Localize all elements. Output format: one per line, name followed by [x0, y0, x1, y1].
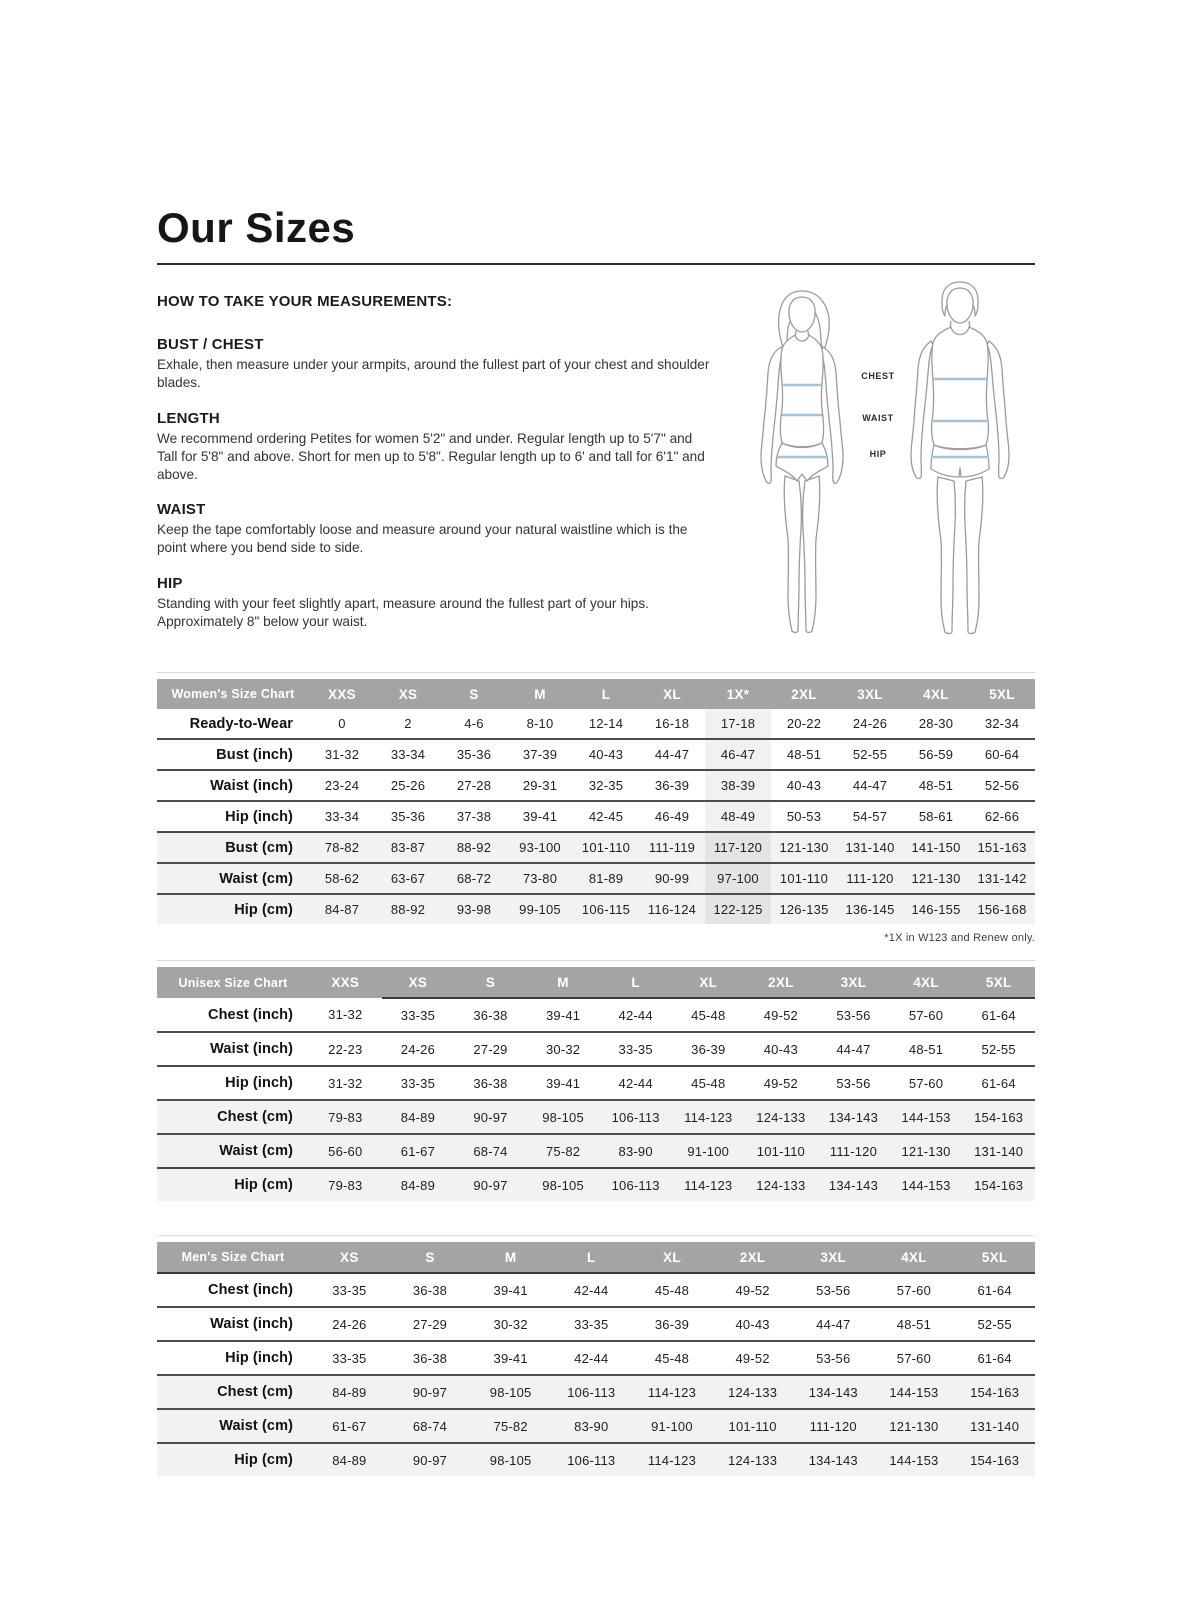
size-column-header: XL	[672, 967, 745, 998]
instruction-hip	[157, 575, 713, 631]
mens-size-chart-table	[157, 1242, 1035, 1476]
size-cell: 68-74	[412, 1418, 448, 1434]
size-cell: 52-56	[984, 778, 1020, 794]
instruction-body: Exhale, then measure under your armpits, around the fullest part of your chest and shoulder blades.	[157, 357, 710, 391]
size-cell: 68-74	[473, 1143, 508, 1159]
size-cell: 134-143	[808, 1452, 858, 1468]
chest-label: CHEST	[861, 371, 895, 382]
size-cell: 61-64	[977, 1350, 1012, 1366]
size-cell: 0	[338, 716, 346, 732]
size-cell: 124-133	[756, 1177, 806, 1193]
size-column-header: 5XL	[962, 967, 1035, 998]
table-row	[157, 832, 1035, 863]
size-cell: 98-105	[489, 1384, 532, 1400]
size-column-header: L	[599, 967, 672, 998]
size-cell: 44-47	[836, 1041, 871, 1057]
size-cell: 36-38	[473, 1007, 508, 1023]
size-cell: 49-52	[763, 1075, 798, 1091]
size-cell: 124-133	[756, 1109, 806, 1125]
instruction-waist	[157, 501, 713, 557]
size-cell: 33-35	[400, 1075, 436, 1091]
table-row	[157, 1341, 1035, 1375]
size-cell: 111-120	[846, 871, 894, 887]
table-title: Women's Size Chart	[157, 679, 309, 709]
size-cell: 33-35	[332, 1282, 367, 1298]
size-cell: 121-130	[779, 840, 829, 856]
size-cell: 98-105	[489, 1452, 532, 1468]
instruction-heading: LENGTH	[157, 409, 220, 427]
size-cell: 83-87	[390, 840, 426, 856]
man-figure-icon	[911, 282, 1009, 634]
size-cell: 61-64	[977, 1282, 1012, 1298]
size-cell: 58-62	[324, 871, 360, 887]
table-title: Unisex Size Chart	[157, 967, 309, 998]
size-cell: 121-130	[889, 1418, 939, 1434]
size-cell: 83-90	[574, 1418, 609, 1434]
measurement-instructions	[157, 293, 713, 648]
size-cell: 44-47	[654, 747, 690, 763]
row-label: Waist (inch)	[210, 777, 293, 794]
table-row	[157, 1168, 1035, 1201]
size-cell: 141-150	[911, 840, 961, 856]
size-cell: 25-26	[390, 778, 426, 794]
size-cell: 101-110	[779, 871, 829, 887]
size-cell: 27-28	[456, 778, 492, 794]
size-cell: 40-43	[735, 1316, 770, 1332]
size-cell: 81-89	[588, 871, 624, 887]
size-column-header: 1X*	[705, 679, 771, 709]
row-label: Ready-to-Wear	[189, 715, 293, 732]
size-column-header: XXS	[309, 967, 382, 998]
size-cell: 45-48	[691, 1075, 726, 1091]
size-cell: 33-34	[324, 809, 360, 825]
table-row	[157, 1066, 1035, 1100]
size-cell: 52-55	[852, 747, 888, 763]
size-cell: 49-52	[735, 1350, 770, 1366]
size-cell: 52-55	[977, 1316, 1012, 1332]
size-cell: 101-110	[756, 1143, 805, 1159]
size-cell: 42-44	[618, 1075, 653, 1091]
size-cell: 146-155	[911, 902, 961, 918]
size-cell: 93-100	[519, 840, 561, 856]
size-cell: 61-67	[332, 1418, 367, 1434]
size-cell: 101-110	[581, 840, 631, 856]
size-column-header: S	[441, 679, 507, 709]
size-cell: 53-56	[836, 1075, 871, 1091]
size-cell: 156-168	[977, 902, 1027, 918]
size-cell: 12-14	[588, 716, 624, 732]
table-row	[157, 1273, 1035, 1307]
size-cell: 83-90	[618, 1143, 653, 1159]
size-cell: 46-49	[654, 809, 690, 825]
size-cell: 48-51	[918, 778, 954, 794]
size-chart-footnote: *1X in W123 and Renew only.	[884, 932, 1035, 945]
table-row	[157, 1409, 1035, 1443]
size-cell: 30-32	[493, 1316, 528, 1332]
size-cell: 111-120	[809, 1418, 857, 1434]
size-cell: 49-52	[735, 1282, 770, 1298]
size-cell: 126-135	[779, 902, 829, 918]
row-label: Chest (inch)	[208, 1006, 293, 1023]
size-cell: 131-140	[970, 1418, 1020, 1434]
table-row	[157, 1375, 1035, 1409]
size-cell: 114-123	[647, 1384, 697, 1400]
size-column-header: XL	[639, 679, 705, 709]
size-cell: 84-87	[324, 902, 360, 918]
row-label: Waist (cm)	[219, 1418, 293, 1435]
size-cell: 131-140	[974, 1143, 1024, 1159]
size-cell: 57-60	[896, 1350, 932, 1366]
size-cell: 121-130	[901, 1143, 951, 1159]
size-cell: 111-119	[648, 840, 696, 856]
size-cell: 58-61	[918, 809, 954, 825]
size-cell: 78-82	[324, 840, 360, 856]
size-cell: 79-83	[328, 1177, 363, 1193]
size-cell: 38-39	[705, 770, 771, 801]
size-cell: 36-38	[412, 1350, 448, 1366]
size-cell: 73-80	[522, 871, 558, 887]
row-label: Waist (inch)	[210, 1041, 293, 1058]
size-cell: 42-44	[574, 1282, 609, 1298]
size-cell: 27-29	[473, 1041, 508, 1057]
size-cell: 154-163	[974, 1109, 1024, 1125]
size-cell: 44-47	[852, 778, 888, 794]
size-cell: 97-100	[705, 863, 771, 894]
size-cell: 91-100	[687, 1143, 730, 1159]
row-label: Chest (inch)	[208, 1282, 293, 1299]
size-cell: 31-32	[328, 1007, 363, 1023]
row-label: Waist (inch)	[210, 1316, 293, 1333]
size-cell: 106-113	[611, 1177, 660, 1193]
size-column-header: M	[527, 967, 600, 998]
size-cell: 35-36	[390, 809, 426, 825]
size-cell: 31-32	[324, 747, 360, 763]
row-label: Hip (inch)	[225, 1350, 293, 1367]
size-column-header: XL	[632, 1242, 713, 1273]
table-row	[157, 770, 1035, 801]
size-cell: 40-43	[588, 747, 624, 763]
row-label: Hip (cm)	[234, 901, 293, 918]
row-label: Hip (inch)	[225, 808, 293, 825]
size-cell: 36-39	[654, 778, 690, 794]
table-row	[157, 894, 1035, 924]
measurement-section	[157, 293, 1035, 648]
instruction-bust-chest	[157, 336, 713, 392]
header-row	[157, 1242, 1035, 1273]
size-cell: 134-143	[828, 1109, 878, 1125]
size-cell: 90-99	[654, 871, 690, 887]
size-column-header: M	[507, 679, 573, 709]
size-cell: 40-43	[763, 1041, 798, 1057]
size-cell: 56-59	[918, 747, 954, 763]
size-cell: 23-24	[324, 778, 360, 794]
size-cell: 151-163	[977, 840, 1027, 856]
table-row	[157, 1100, 1035, 1134]
instruction-heading: HIP	[157, 574, 183, 592]
size-cell: 20-22	[786, 716, 822, 732]
row-label: Bust (inch)	[216, 746, 293, 763]
size-cell: 36-39	[691, 1041, 726, 1057]
size-cell: 45-48	[691, 1007, 726, 1023]
size-cell: 17-18	[705, 709, 771, 739]
size-cell: 48-51	[786, 747, 822, 763]
size-cell: 52-55	[981, 1041, 1016, 1057]
size-cell: 90-97	[412, 1452, 448, 1468]
size-cell: 84-89	[400, 1109, 436, 1125]
size-cell: 53-56	[816, 1350, 851, 1366]
header-row	[157, 679, 1035, 709]
size-cell: 57-60	[908, 1007, 944, 1023]
size-cell: 40-43	[786, 778, 822, 794]
size-cell: 98-105	[542, 1177, 584, 1193]
size-cell: 36-38	[473, 1075, 508, 1091]
size-cell: 154-163	[974, 1177, 1024, 1193]
size-cell: 84-89	[400, 1177, 436, 1193]
size-cell: 79-83	[328, 1109, 363, 1125]
size-cell: 39-41	[493, 1350, 528, 1366]
size-cell: 144-153	[889, 1452, 939, 1468]
size-cell: 144-153	[901, 1177, 951, 1193]
size-cell: 61-64	[981, 1075, 1016, 1091]
table-row	[157, 709, 1035, 739]
row-label: Hip (inch)	[225, 1075, 293, 1092]
size-cell: 45-48	[654, 1350, 690, 1366]
row-label: Hip (cm)	[234, 1452, 293, 1469]
size-cell: 116-124	[647, 902, 697, 918]
size-cell: 53-56	[816, 1282, 851, 1298]
size-cell: 57-60	[896, 1282, 932, 1298]
size-cell: 114-123	[684, 1109, 733, 1125]
size-column-header: XS	[375, 679, 441, 709]
body-measurement-diagram	[723, 279, 1035, 635]
size-cell: 49-52	[763, 1007, 798, 1023]
size-cell: 56-60	[328, 1143, 363, 1159]
size-cell: 84-89	[332, 1384, 367, 1400]
size-cell: 134-143	[828, 1177, 878, 1193]
size-cell: 57-60	[908, 1075, 944, 1091]
size-cell: 48-51	[896, 1316, 932, 1332]
size-cell: 117-120	[705, 832, 771, 863]
size-cell: 63-67	[390, 871, 426, 887]
instruction-heading: WAIST	[157, 501, 206, 519]
size-cell: 124-133	[728, 1384, 778, 1400]
size-cell: 106-113	[567, 1384, 616, 1400]
size-cell: 54-57	[852, 809, 888, 825]
size-column-header: 3XL	[837, 679, 903, 709]
size-column-header: 3XL	[817, 967, 890, 998]
size-cell: 24-26	[400, 1041, 436, 1057]
womens-size-chart-section	[157, 672, 1035, 924]
size-cell: 39-41	[545, 1075, 581, 1091]
size-cell: 29-31	[522, 778, 558, 794]
size-column-header: L	[573, 679, 639, 709]
size-cell: 154-163	[970, 1452, 1020, 1468]
size-cell: 61-64	[981, 1007, 1016, 1023]
size-cell: 37-39	[522, 747, 558, 763]
size-cell: 39-41	[493, 1282, 528, 1298]
size-cell: 62-66	[984, 809, 1020, 825]
size-cell: 75-82	[545, 1143, 581, 1159]
table-row	[157, 1032, 1035, 1066]
woman-figure-icon	[761, 291, 843, 633]
size-cell: 4-6	[464, 716, 484, 732]
page-container	[157, 0, 1035, 1476]
size-cell: 68-72	[456, 871, 492, 887]
size-cell: 111-120	[829, 1143, 878, 1159]
size-column-header: 5XL	[954, 1242, 1035, 1273]
size-cell: 46-47	[705, 739, 771, 770]
size-cell: 24-26	[332, 1316, 367, 1332]
size-cell: 48-49	[705, 801, 771, 832]
title-divider	[157, 263, 1035, 265]
how-to-heading: HOW TO TAKE YOUR MEASUREMENTS:	[157, 293, 453, 311]
table-row	[157, 1443, 1035, 1476]
size-cell: 42-45	[588, 809, 624, 825]
size-cell: 31-32	[328, 1075, 363, 1091]
size-column-header: 4XL	[890, 967, 963, 998]
row-label: Waist (cm)	[219, 1143, 293, 1160]
instruction-heading: BUST / CHEST	[157, 336, 264, 354]
size-cell: 36-39	[654, 1316, 690, 1332]
row-label: Waist (cm)	[219, 870, 293, 887]
size-cell: 75-82	[493, 1418, 528, 1434]
instruction-body: Standing with your feet slightly apart, measure around the fullest part of your hips. Approximately 8" below your waist.	[157, 595, 649, 629]
size-cell: 144-153	[901, 1109, 951, 1125]
size-cell: 131-142	[977, 871, 1027, 887]
table-row	[157, 998, 1035, 1032]
size-cell: 124-133	[728, 1452, 778, 1468]
size-cell: 121-130	[911, 871, 961, 887]
table-row	[157, 801, 1035, 832]
size-cell: 84-89	[332, 1452, 367, 1468]
size-cell: 131-140	[845, 840, 895, 856]
size-cell: 134-143	[808, 1384, 858, 1400]
page-title: Our Sizes	[157, 204, 356, 251]
size-cell: 22-23	[328, 1041, 363, 1057]
size-cell: 88-92	[456, 840, 492, 856]
size-cell: 39-41	[545, 1007, 581, 1023]
size-cell: 28-30	[918, 716, 954, 732]
size-column-header: S	[390, 1242, 471, 1273]
size-cell: 88-92	[390, 902, 426, 918]
size-column-header: XXS	[309, 679, 375, 709]
unisex-size-chart-section	[157, 960, 1035, 1201]
size-column-header: 5XL	[969, 679, 1035, 709]
size-column-header: 2XL	[771, 679, 837, 709]
size-cell: 27-29	[412, 1316, 448, 1332]
row-label: Bust (cm)	[225, 839, 293, 856]
size-cell: 98-105	[542, 1109, 584, 1125]
size-cell: 33-35	[332, 1350, 367, 1366]
instruction-length	[157, 410, 713, 485]
size-cell: 114-123	[647, 1452, 697, 1468]
size-column-header: XS	[309, 1242, 390, 1273]
row-label: Hip (cm)	[234, 1177, 293, 1194]
size-cell: 8-10	[526, 716, 554, 732]
table-row	[157, 1134, 1035, 1168]
size-cell: 16-18	[654, 716, 690, 732]
size-cell: 154-163	[970, 1384, 1020, 1400]
size-cell: 32-35	[588, 778, 624, 794]
header-row	[157, 967, 1035, 998]
size-cell: 91-100	[651, 1418, 693, 1434]
size-cell: 37-38	[456, 809, 492, 825]
size-cell: 39-41	[522, 809, 558, 825]
row-label: Chest (cm)	[217, 1384, 293, 1401]
size-cell: 144-153	[889, 1384, 939, 1400]
row-label: Chest (cm)	[217, 1109, 293, 1126]
size-cell: 114-123	[684, 1177, 733, 1193]
size-cell: 42-44	[618, 1007, 653, 1023]
table-row	[157, 1307, 1035, 1341]
mens-size-chart-section	[157, 1235, 1035, 1476]
size-column-header: 2XL	[745, 967, 818, 998]
size-cell: 93-98	[456, 902, 492, 918]
size-cell: 24-26	[852, 716, 888, 732]
size-cell: 30-32	[545, 1041, 581, 1057]
instruction-body: Keep the tape comfortably loose and measure around your natural waistline which is the point where you bend side to side.	[157, 522, 688, 556]
size-cell: 33-34	[390, 747, 426, 763]
size-cell: 42-44	[574, 1350, 609, 1366]
size-cell: 106-115	[581, 902, 631, 918]
size-cell: 101-110	[728, 1418, 777, 1434]
size-column-header: S	[454, 967, 527, 998]
instruction-body: We recommend ordering Petites for women 5'2" and under. Regular length up to 5'7" and Tall for 5'8" and above. Short for men up to 5'8". Regular length up to 6' and tall for 6'1" and above.	[157, 430, 705, 482]
size-cell: 90-97	[473, 1109, 508, 1125]
table-row	[157, 739, 1035, 770]
size-cell: 33-35	[618, 1041, 653, 1057]
waist-label: WAIST	[862, 413, 894, 424]
size-cell: 53-56	[836, 1007, 871, 1023]
size-column-header: 2XL	[712, 1242, 793, 1273]
size-cell: 61-67	[400, 1143, 436, 1159]
size-cell: 50-53	[786, 809, 822, 825]
size-cell: 99-105	[519, 902, 561, 918]
unisex-size-chart-table	[157, 967, 1035, 1201]
size-cell: 33-35	[400, 1007, 436, 1023]
size-column-header: 3XL	[793, 1242, 874, 1273]
size-cell: 60-64	[984, 747, 1020, 763]
size-cell: 90-97	[412, 1384, 448, 1400]
size-cell: 122-125	[705, 894, 771, 924]
size-cell: 45-48	[654, 1282, 690, 1298]
size-cell: 48-51	[908, 1041, 944, 1057]
hip-label: HIP	[869, 449, 887, 460]
table-row	[157, 863, 1035, 894]
size-cell: 90-97	[473, 1177, 508, 1193]
womens-size-chart-table	[157, 679, 1035, 924]
size-column-header: XS	[382, 967, 455, 998]
size-column-header: 4XL	[903, 679, 969, 709]
size-cell: 36-38	[412, 1282, 448, 1298]
size-cell: 106-113	[611, 1109, 660, 1125]
size-column-header: 4XL	[874, 1242, 955, 1273]
size-cell: 32-34	[984, 716, 1020, 732]
size-column-header: M	[470, 1242, 551, 1273]
size-cell: 33-35	[574, 1316, 609, 1332]
table-title: Men's Size Chart	[157, 1242, 309, 1273]
size-column-header: L	[551, 1242, 632, 1273]
size-cell: 106-113	[567, 1452, 616, 1468]
size-cell: 136-145	[845, 902, 895, 918]
size-cell: 35-36	[456, 747, 492, 763]
size-cell: 2	[404, 716, 412, 732]
size-cell: 44-47	[816, 1316, 851, 1332]
